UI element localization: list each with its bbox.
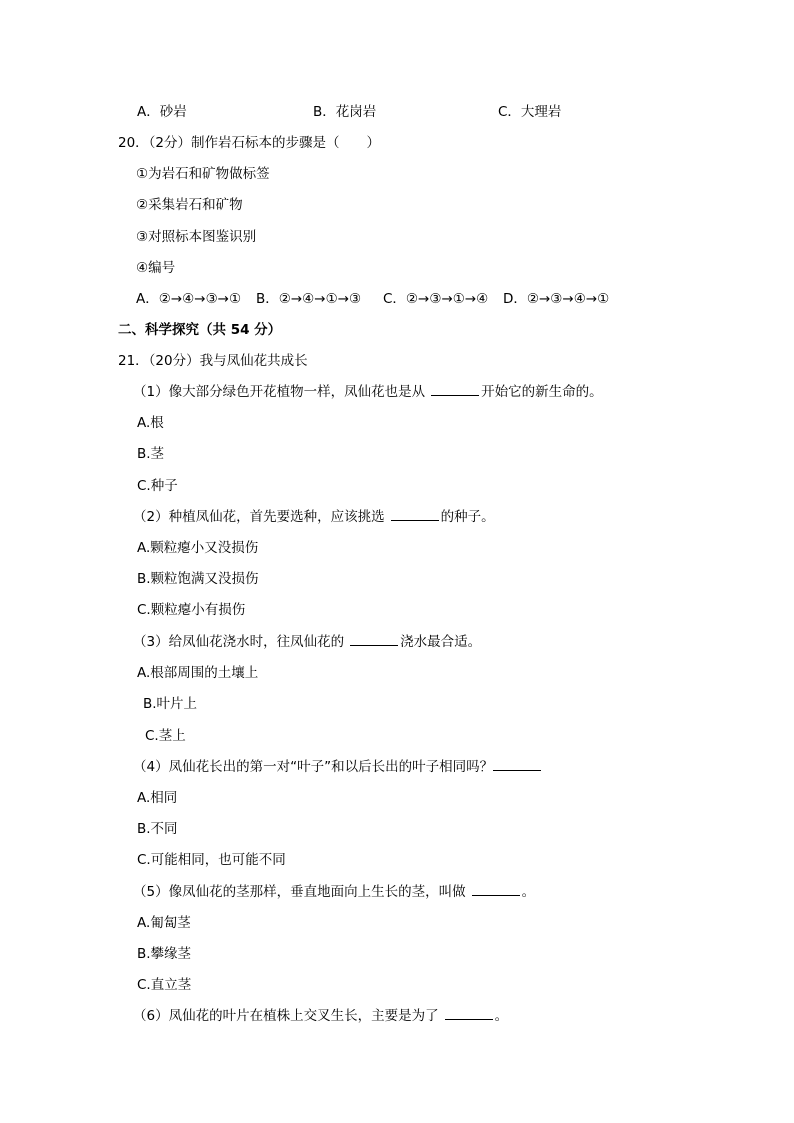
option-b: B.颗粒饱满又没损伤: [137, 571, 259, 587]
option-a: A.颗粒瘪小又没损伤: [137, 540, 259, 556]
section-heading: 二、科学探究（共 54 分）: [118, 322, 282, 338]
step: ③对照标本图鉴识别: [136, 229, 257, 245]
answer-blank: [445, 1007, 493, 1020]
option-c: C.种子: [137, 478, 178, 494]
answer-blank: [493, 758, 541, 771]
option-a: A．②→④→③→①: [136, 291, 242, 307]
option-c: C.颗粒瘪小有损伤: [137, 602, 246, 618]
option-a: A.匍匐茎: [137, 915, 191, 931]
option-b: B.不同: [137, 821, 178, 837]
option-c: C.可能相同，也可能不同: [137, 852, 286, 868]
text: （5）像凤仙花的茎那样，垂直地面向上生长的茎，叫做: [133, 884, 466, 900]
answer-blank: [472, 883, 520, 896]
step: ④编号: [136, 260, 176, 276]
text: 。: [521, 884, 536, 900]
step: ①为岩石和矿物做标签: [136, 166, 270, 182]
option-b: B.攀缘茎: [137, 946, 192, 962]
option-a: A．砂岩: [137, 104, 187, 120]
sub-question-6: [133, 1007, 508, 1025]
text: 浇水最合适。: [400, 634, 482, 650]
option-b: B.茎: [137, 446, 165, 462]
option-a: A.根: [137, 415, 164, 431]
question-stem: 20．（2分）制作岩石标本的步骤是（ ）: [118, 135, 381, 151]
option-c: C．大理岩: [498, 104, 562, 120]
option-a: A.相同: [137, 790, 178, 806]
text: （2）种植凤仙花，首先要选种，应该挑选: [133, 509, 385, 525]
option-a: A.根部周围的土壤上: [137, 665, 259, 681]
step: ②采集岩石和矿物: [136, 197, 243, 213]
text: 的种子。: [440, 509, 495, 525]
sub-question-2: [133, 508, 495, 526]
option-b: B．②→④→①→③: [256, 291, 362, 307]
question-stem: 21．（20分）我与凤仙花共成长: [118, 353, 308, 369]
option-d: D．②→③→④→①: [503, 291, 610, 307]
option-c: C．②→③→①→④: [383, 291, 489, 307]
text: （3）给凤仙花浇水时，往凤仙花的: [133, 634, 345, 650]
option-b: B.叶片上: [143, 696, 198, 712]
answer-blank: [350, 633, 398, 646]
sub-question-3: [133, 633, 481, 651]
text: 。: [494, 1008, 509, 1024]
option-b: B．花岗岩: [313, 104, 377, 120]
sub-question-1: [133, 383, 603, 401]
answer-blank: [431, 383, 479, 396]
option-c: C.直立茎: [137, 977, 192, 993]
text: （1）像大部分绿色开花植物一样，凤仙花也是从: [133, 384, 426, 400]
text: 开始它的新生命的。: [481, 384, 603, 400]
sub-question-5: [133, 883, 535, 901]
answer-blank: [391, 508, 439, 521]
option-c: C.茎上: [145, 728, 186, 744]
sub-question-4: [133, 758, 543, 776]
text: （6）凤仙花的叶片在植株上交叉生长，主要是为了: [133, 1008, 439, 1024]
text: （4）凤仙花长出的第一对“叶子”和以后长出的叶子相同吗？: [133, 759, 494, 775]
